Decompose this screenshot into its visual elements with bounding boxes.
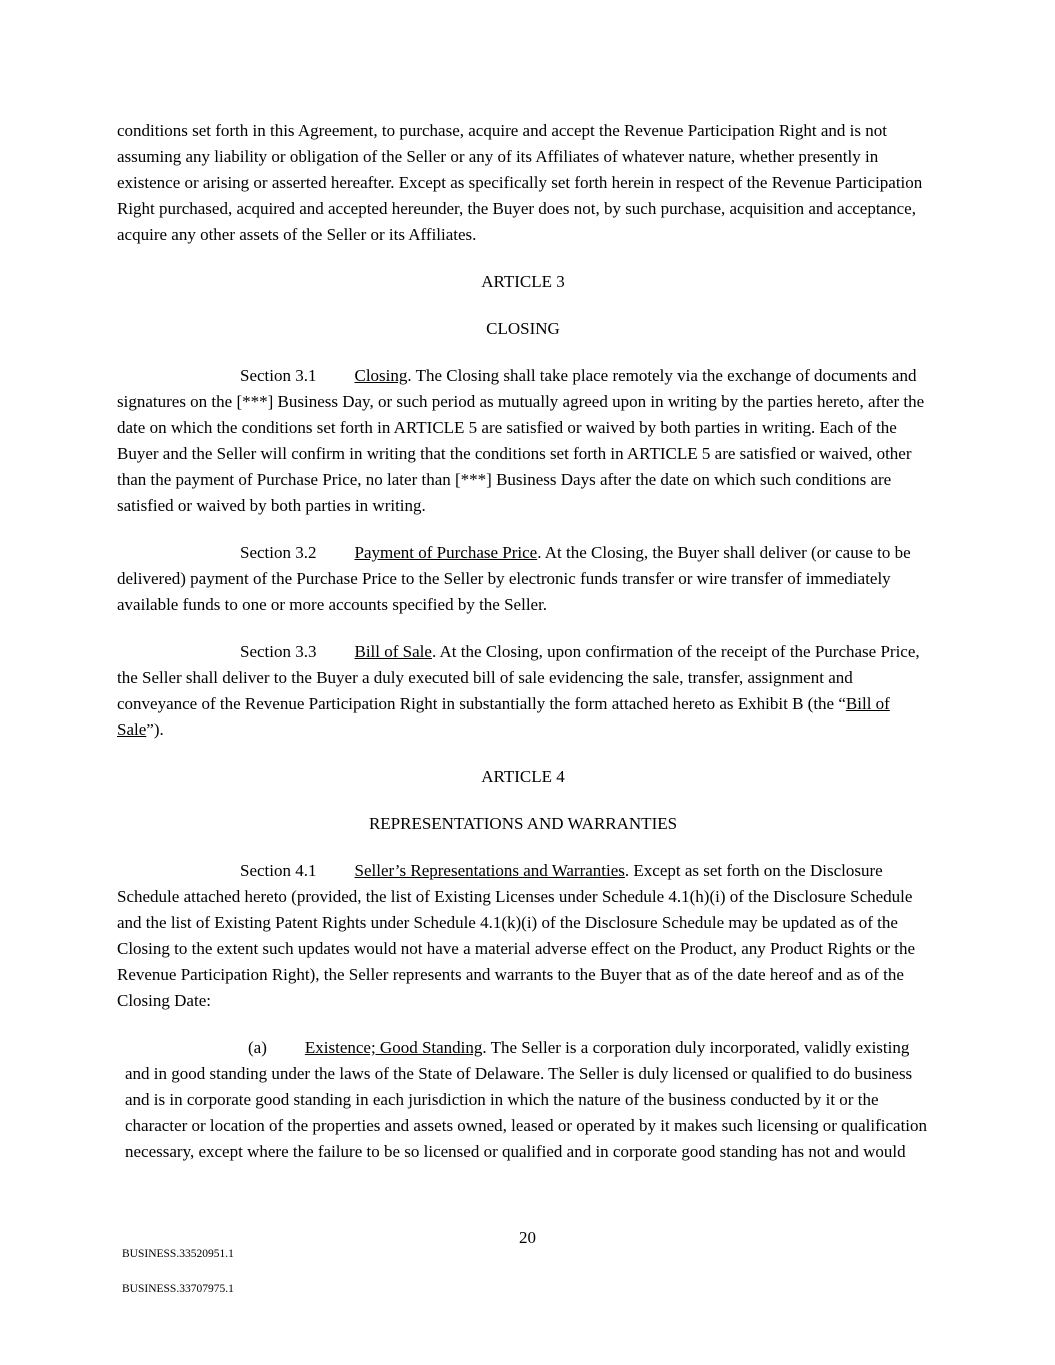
section-heading: CLOSING — [486, 319, 560, 338]
document-body — [117, 118, 929, 1186]
footer-document-id: BUSINESS.33707975.1 — [122, 1283, 234, 1295]
text-run: . Except as set forth on the Disclosure Schedule attached hereto (provided, the list of Existing Licenses under Schedule 4.1(h)(i) of the Disclosure Schedule and the list of Existing Patent Rights under Schedule 4.1(k)(i) of the Disclosure Schedule may be updated as of the Closing to the extent such updates would not have a material adverse effect on the Product, any Product Rights or the Revenue Participation Right), the Seller represents and warrants to the Buyer that as of the date hereof and as of the Closing Date: — [117, 861, 916, 1010]
section-heading: ARTICLE 4 — [481, 767, 565, 786]
underlined-term: Payment of Purchase Price — [354, 543, 538, 562]
underlined-term: Bill of Sale — [117, 694, 890, 739]
paragraph — [125, 1035, 929, 1165]
text-run: . At the Closing, upon confirmation of the receipt of the Purchase Price, the Seller shall deliver to the Buyer a duly executed bill of sale evidencing the sale, transfer, assignment and conveyance of the Revenue Participation Right in substantially the form attached hereto as Exhibit B (the “ — [117, 642, 920, 713]
text-run: . At the Closing, the Buyer shall deliver (or cause to be delivered) payment of the Purchase Price to the Seller by electronic funds transfer or wire transfer of immediately available funds to one or more accounts specified by the Seller. — [117, 543, 911, 614]
underlined-term: Seller’s Representations and Warranties — [354, 861, 625, 880]
text-run: Section 4.1 — [240, 861, 317, 880]
text-run: . The Seller is a corporation duly incorporated, validly existing and in good standing under the laws of the State of Delaware. The Seller is duly licensed or qualified to do business and is in corporate good standing in each jurisdiction in which the nature of the business conducted by it or the character or location of the properties and assets owned, leased or operated by it makes such licensing or qualification necessary, except where the failure to be so licensed or qualified and in corporate good standing has not and would — [125, 1038, 928, 1161]
text-run: Section 3.2 — [240, 543, 317, 562]
text-run: Section 3.1 — [240, 366, 317, 385]
footer-document-id: BUSINESS.33520951.1 — [122, 1248, 234, 1260]
text-run: (a) — [248, 1038, 267, 1057]
text-run: Section 3.3 — [240, 642, 317, 661]
text-run: conditions set forth in this Agreement, to purchase, acquire and accept the Revenue Participation Right and is not assuming any liability or obligation of the Seller or any of its Affiliates of whatever nature, whether presently in existence or arising or asserted hereafter. Except as specifically set forth herein in respect of the Revenue Participation Right purchased, acquired and accepted hereunder, the Buyer does not, by such purchase, acquisition and acceptance, acquire any other assets of the Seller or its Affiliates. — [117, 121, 923, 244]
page-number: 20 — [519, 1228, 536, 1247]
text-run: . The Closing shall take place remotely via the exchange of documents and signatures on the [***] Business Day, or such period as mutually agreed upon in writing by the parties hereto, after the date on which the conditions set forth in ARTICLE 5 are satisfied or waived by both parties in writing. Each of the Buyer and the Seller will confirm in writing that the conditions set forth in ARTICLE 5 are satisfied or waived, other than the payment of Purchase Price, no later than [***] Business Days after the date on which such conditions are satisfied or waived by both parties in writing. — [117, 366, 925, 515]
text-run: ”). — [146, 720, 164, 739]
underlined-term: Existence; Good Standing — [304, 1038, 483, 1057]
paragraph — [117, 540, 929, 618]
paragraph — [117, 363, 929, 519]
section-heading: ARTICLE 3 — [481, 272, 565, 291]
paragraph — [117, 639, 929, 743]
underlined-term: Closing — [354, 366, 408, 385]
paragraph — [117, 118, 929, 248]
underlined-term: Bill of Sale — [354, 642, 432, 661]
paragraph — [117, 858, 929, 1014]
section-heading: REPRESENTATIONS AND WARRANTIES — [368, 814, 678, 833]
